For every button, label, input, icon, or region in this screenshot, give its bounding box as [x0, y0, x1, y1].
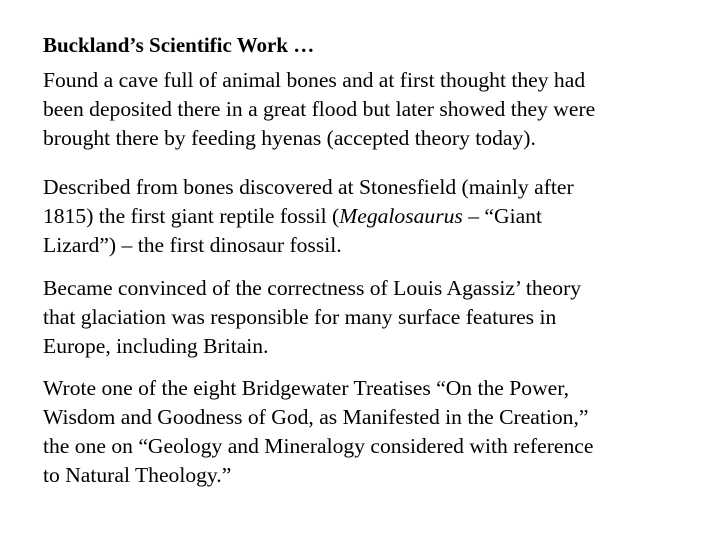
- paragraph-line: Wrote one of the eight Bridgewater Treatises “On the Power,: [43, 376, 569, 400]
- paragraph-line: been deposited there in a great flood but later showed they were: [43, 97, 596, 121]
- paragraph-line: [43, 202, 703, 231]
- paragraph-glaciation: [43, 274, 703, 361]
- text-segment: 1815) the first giant reptile fossil (: [43, 204, 340, 228]
- paragraph-megalosaurus: [43, 173, 703, 260]
- text-segment: – “Giant: [462, 204, 542, 228]
- species-name: Megalosaurus: [339, 204, 463, 228]
- paragraph-line: brought there by feeding hyenas (accepted theory today).: [43, 126, 536, 150]
- slide-title: Buckland’s Scientific Work …: [43, 33, 315, 57]
- paragraph-line: the one on “Geology and Mineralogy considered with reference: [43, 434, 594, 458]
- paragraph-line: Wisdom and Goodness of God, as Manifested in the Creation,”: [43, 405, 589, 429]
- paragraph-line: Found a cave full of animal bones and at first thought they had: [43, 68, 586, 92]
- paragraph-line: Became convinced of the correctness of Louis Agassiz’ theory: [43, 276, 582, 300]
- paragraph-line: to Natural Theology.”: [43, 463, 232, 487]
- paragraph-line: that glaciation was responsible for many surface features in: [43, 305, 557, 329]
- paragraph-bridgewater: [43, 374, 703, 490]
- paragraph-line: Described from bones discovered at Stonesfield (mainly after: [43, 175, 574, 199]
- paragraph-cave-bones: [43, 66, 703, 153]
- paragraph-line: Europe, including Britain.: [43, 334, 269, 358]
- paragraph-line: Lizard”) – the first dinosaur fossil.: [43, 233, 342, 257]
